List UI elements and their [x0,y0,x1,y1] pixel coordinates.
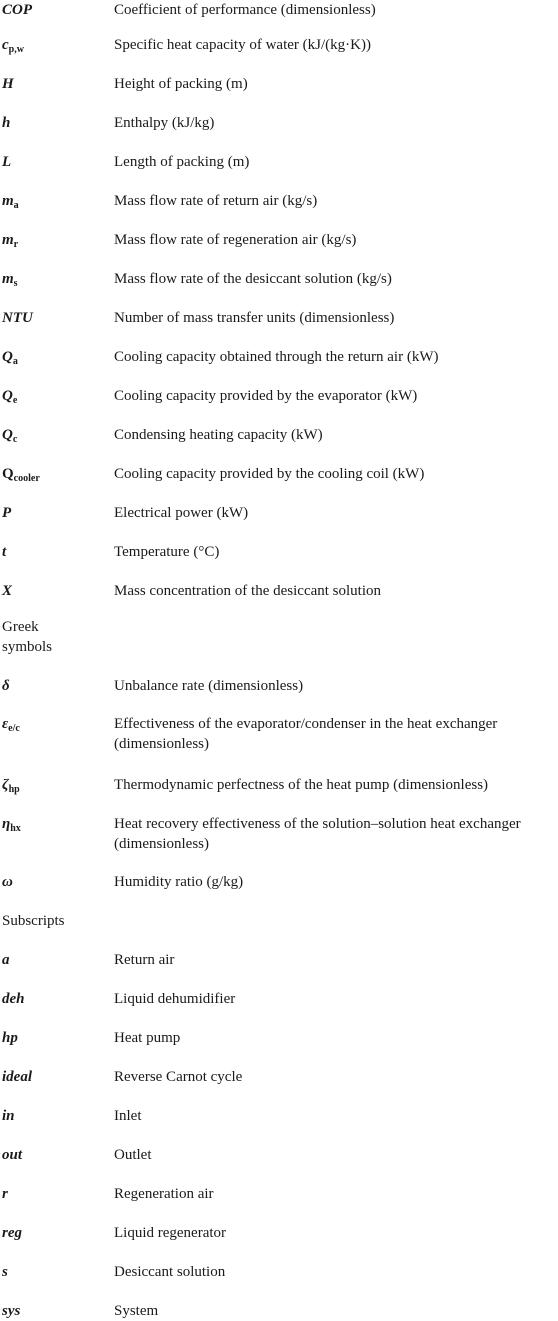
symbol [0,425,114,445]
symbol-base: c [2,37,9,53]
symbol-base: P [2,505,12,521]
symbol-base: a [2,952,10,968]
symbol-description: System [114,1303,159,1319]
symbol-description: Unbalance rate (dimensionless) [114,678,304,694]
nomenclature-row [0,581,558,601]
symbol-base: in [2,1108,15,1124]
nomenclature-row [0,1067,558,1087]
nomenclature-row [0,269,558,289]
symbol-base: Q [2,388,13,404]
symbol [0,581,114,601]
symbol-subscript: e/c [8,723,20,734]
symbol-subscript: a [13,200,19,211]
nomenclature-row [0,1028,558,1048]
symbol-base: Q [2,427,13,443]
nomenclature-row [0,74,558,94]
symbol-subscript: cooler [13,473,40,484]
symbol-description: Specific heat capacity of water (kJ/(kg·K)) [114,37,371,53]
symbol-description: Regeneration air [114,1186,214,1202]
symbol [0,1028,114,1048]
symbol-description: Return air [114,952,175,968]
symbol [0,1106,114,1126]
subscripts-heading: Subscripts [2,913,65,929]
symbol-base: out [2,1147,23,1163]
nomenclature-row [0,0,558,20]
symbol-base: ideal [2,1069,32,1085]
symbol-description: Heat pump [114,1030,181,1046]
nomenclature-row [0,775,558,795]
nomenclature-row [0,152,558,172]
greek-symbols-heading: Greek symbols [2,619,53,655]
nomenclature-row [0,676,558,696]
symbol [0,1223,114,1243]
nomenclature-row [0,1184,558,1204]
nomenclature-row [0,814,558,854]
nomenclature-row [0,542,558,562]
symbol [0,1067,114,1087]
symbol-description: Length of packing (m) [114,154,250,170]
symbol [0,386,114,406]
nomenclature-row [0,1262,558,1282]
symbol [0,152,114,172]
symbol [0,1145,114,1165]
nomenclature-row [0,386,558,406]
symbol-description: Liquid regenerator [114,1225,227,1241]
symbol-base: ω [2,874,13,890]
symbol-subscript: p,w [8,44,24,55]
symbol-description: Cooling capacity provided by the cooling coil (kW) [114,466,425,482]
symbol-base: m [2,232,14,248]
symbol-base: NTU [2,310,33,326]
nomenclature-row [0,1145,558,1165]
symbol-base: L [2,154,12,170]
symbol-description: Effectiveness of the evaporator/condenser in the heat exchanger (dimensionless) [114,716,498,752]
symbol-description: Temperature (°C) [114,544,220,560]
symbol-base: m [2,271,14,287]
nomenclature-row [0,989,558,1009]
symbol [0,872,114,892]
symbol [0,1262,114,1282]
nomenclature-row [0,308,558,328]
symbol [0,814,114,834]
symbol-base: Q [2,466,14,482]
nomenclature-row [0,950,558,970]
nomenclature-row [0,35,558,55]
symbol-base: r [2,1186,8,1202]
symbol-subscript: hx [10,823,21,834]
symbol-description: Mass flow rate of the desiccant solution (kg/s) [114,271,392,287]
symbol [0,542,114,562]
nomenclature-row [0,191,558,211]
symbol-base: Q [2,349,13,365]
symbol-base: hp [2,1030,18,1046]
symbol-base: reg [2,1225,22,1241]
symbol [0,35,114,55]
symbol-description: Cooling capacity provided by the evaporator (kW) [114,388,418,404]
symbol [0,74,114,94]
symbol [0,191,114,211]
symbol-base: h [2,115,11,131]
symbol-description: Reverse Carnot cycle [114,1069,243,1085]
nomenclature-row [0,464,558,484]
symbol-subscript: s [13,278,18,289]
symbol [0,989,114,1009]
nomenclature-row [0,230,558,250]
symbol-base: sys [2,1303,21,1319]
symbol-subscript: hp [8,784,20,795]
symbol-description: Humidity ratio (g/kg) [114,874,244,890]
symbol [0,113,114,133]
symbol-description: Liquid dehumidifier [114,991,236,1007]
symbol-description: Heat recovery effectiveness of the solution–solution heat exchanger (dimensionless) [114,816,521,852]
symbol [0,347,114,367]
nomenclature-row [0,425,558,445]
symbol-description: Enthalpy (kJ/kg) [114,115,215,131]
symbol-description: Mass flow rate of regeneration air (kg/s) [114,232,357,248]
symbol-description: Outlet [114,1147,152,1163]
nomenclature-row [0,1223,558,1243]
symbol-base: η [2,816,11,832]
symbol-subscript: r [13,239,19,250]
symbol [0,676,114,696]
symbol [0,269,114,289]
symbol [0,0,114,20]
symbol-description: Cooling capacity obtained through the return air (kW) [114,349,439,365]
nomenclature-row [0,872,558,892]
symbol [0,503,114,523]
symbol-base: COP [2,2,32,18]
symbol-base: deh [2,991,25,1007]
nomenclature-row [0,1301,558,1321]
symbol-base: H [2,76,14,92]
symbol-subscript: e [12,395,18,406]
symbol-subscript: a [12,356,18,367]
symbol-base: t [2,544,7,560]
symbol-base: X [2,583,13,599]
nomenclature-row [0,113,558,133]
symbol-base: ζ [2,777,9,793]
symbol [0,464,114,484]
symbol-description: Thermodynamic perfectness of the heat pump (dimensionless) [114,777,489,793]
symbol-description: Mass concentration of the desiccant solution [114,583,382,599]
nomenclature-row [0,1106,558,1126]
symbol-description: Number of mass transfer units (dimensionless) [114,310,395,326]
symbol-base: δ [2,678,10,694]
symbol-base: m [2,193,14,209]
symbol [0,1184,114,1204]
symbol-description: Coefficient of performance (dimensionless) [114,2,376,18]
symbol-description: Height of packing (m) [114,76,248,92]
symbol-description: Mass flow rate of return air (kg/s) [114,193,318,209]
symbol-base: ε [2,716,9,732]
nomenclature-row [0,347,558,367]
symbol [0,775,114,795]
symbol [0,1301,114,1321]
symbol [0,230,114,250]
nomenclature-row [0,503,558,523]
symbol-description: Desiccant solution [114,1264,226,1280]
symbol-description: Condensing heating capacity (kW) [114,427,323,443]
symbol-base: s [2,1264,8,1280]
symbol [0,308,114,328]
symbol [0,950,114,970]
symbol-description: Inlet [114,1108,142,1124]
symbol-description: Electrical power (kW) [114,505,249,521]
symbol-subscript: c [12,434,18,445]
nomenclature-row [0,714,558,754]
symbol [0,714,114,734]
